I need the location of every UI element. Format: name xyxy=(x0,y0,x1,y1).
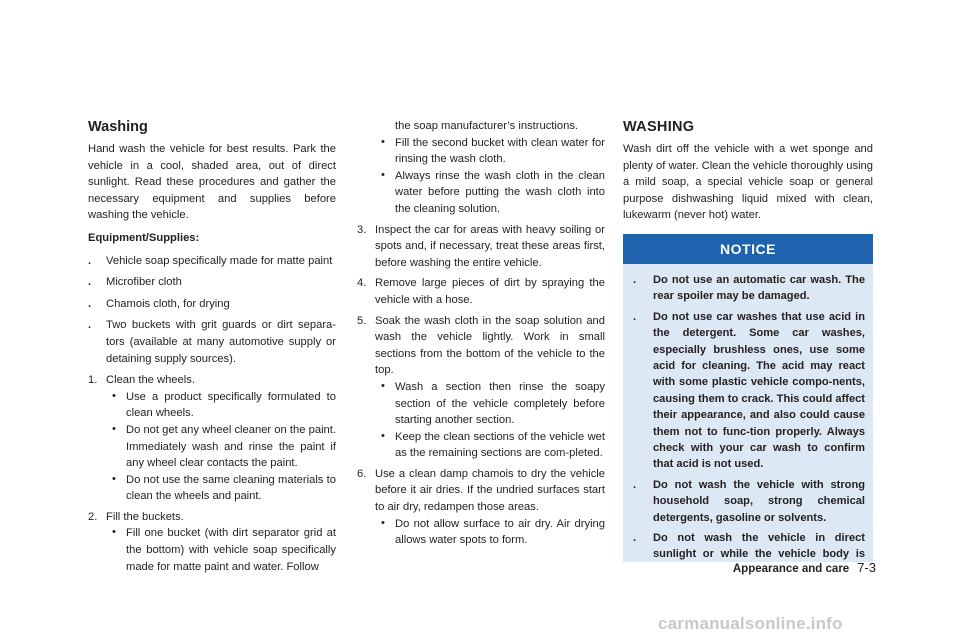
step-3: 3. Inspect the car for areas with heavy soiling or spots and, if necessary, treat these areas first, before washing the entire vehicle. xyxy=(357,223,605,269)
step-5: 5. Soak the wash cloth in the soap solution and wash the vehicle lightly. Work in small sections from the bottom of the vehicle to the top. • Wash a section then rinse the soapy section of the vehicle completely before starting another section. • Keep the clean sections of the vehicle wet as the remaining sections are com-pleted. xyxy=(357,313,605,462)
sub-bullet-mark: • xyxy=(381,429,385,442)
section-heading-washing-caps: WASHING xyxy=(623,119,695,135)
middle-column xyxy=(357,118,605,553)
notice-box xyxy=(623,264,873,562)
section-heading-washing: Washing xyxy=(88,119,148,135)
sub-bullet-mark: • xyxy=(381,135,385,148)
step-2-continued xyxy=(357,135,605,218)
watermark: carmanualsonline.info xyxy=(658,614,843,633)
sub-list-continuation: the soap manufacturer’s instructions. xyxy=(395,120,579,132)
notice-item: . Do not wash the vehicle in direct sunlight or while the vehicle body is xyxy=(633,532,865,561)
sub-list-item: • Do not get any wheel cleaner on the paint. Immediately wash and rinse the paint if any wheel clear contacts the paint. xyxy=(112,422,336,470)
sub-list-item: • Always rinse the wash cloth in the clean water before putting the wash cloth into the cleaning solution. xyxy=(381,168,605,215)
step-number: 5. xyxy=(357,314,367,327)
list-item: . Vehicle soap specifically made for matte paint xyxy=(88,253,336,270)
step-4: 4. Remove large pieces of dirt by spraying the vehicle with a hose. xyxy=(357,277,605,306)
sub-list-item: • Use a product specifically formulated to clean wheels. xyxy=(112,389,336,420)
bullet-mark: . xyxy=(633,273,637,286)
sub-list-item: • Wash a section then rinse the soapy section of the vehicle completely before starting another section. xyxy=(381,379,605,427)
footer-section-title: Appearance and care xyxy=(732,563,850,575)
sub-list-item: • Fill the second bucket with clean water for rinsing the wash cloth. xyxy=(381,135,605,166)
sub-bullet-mark: • xyxy=(381,516,385,529)
bullet-mark: . xyxy=(88,254,92,267)
right-column xyxy=(623,118,873,562)
sub-list-item: • Do not use the same cleaning materials to clean the wheels and paint. xyxy=(112,472,336,503)
step-6: 6. Use a clean damp chamois to dry the vehicle before it air dries. If the undried surfaces start to air dry, redampen those areas. • Do not allow surface to air dry. Air drying allows water spots to form. xyxy=(357,466,605,549)
step-number: 2. xyxy=(88,510,98,523)
sub-list-item: • Fill one bucket (with dirt separator grid at the bottom) with vehicle soap specifically made for matte paint and water. Follow xyxy=(112,526,336,573)
sub-bullet-mark: • xyxy=(381,379,385,392)
bullet-mark: . xyxy=(88,319,92,332)
notice-item: . Do not wash the vehicle with strong household soap, strong chemical detergents, gasoline or solvents. xyxy=(633,478,865,524)
bullet-mark: . xyxy=(633,532,637,545)
list-item: . Two buckets with grit guards or dirt separa-tors (available at many automotive supply or detaining supply sources). xyxy=(88,319,336,365)
notice-item: . Do not use car washes that use acid in the detergent. Some car washes, especially brushless ones, use some acid for cleaning. The acid may react with some plastic vehicle compo-nents, causing them to crack. This could affect their appearance, and also could cause them not to func-tion properly. Always check with your car wash to confirm that acid is not used. xyxy=(633,310,865,471)
sub-bullet-mark: • xyxy=(112,422,116,435)
sub-bullet-mark: • xyxy=(112,389,116,402)
step-2: 2. Fill the buckets. • Fill one bucket (with dirt separator grid at the bottom) with vehicle soap specifically made for matte paint and water. Follow xyxy=(88,509,336,575)
equipment-label: Equipment/Supplies: xyxy=(88,231,200,244)
sub-bullet-mark: • xyxy=(381,168,385,181)
intro-paragraph: Hand wash the vehicle for best results. Park the vehicle in a cool, shaded area, out of direct sunlight. Read these procedures and gather the necessary equipment and supplies before washing the vehicle. xyxy=(88,143,336,222)
bullet-mark: . xyxy=(633,478,637,491)
left-column xyxy=(88,118,336,579)
sub-bullet-mark: • xyxy=(112,472,116,485)
list-item: . Microfiber cloth xyxy=(88,274,336,291)
sub-list-item: • Do not allow surface to air dry. Air drying allows water spots to form. xyxy=(381,516,605,547)
page-footer xyxy=(733,560,876,575)
list-item: . Chamois cloth, for drying xyxy=(88,296,336,313)
bullet-mark: . xyxy=(88,276,92,289)
notice-header: NOTICE xyxy=(623,234,873,264)
step-number: 6. xyxy=(357,467,367,480)
notice-item: . Do not use an automatic car wash. The rear spoiler may be damaged. xyxy=(633,273,865,303)
step-number: 3. xyxy=(357,223,367,236)
bullet-mark: . xyxy=(88,297,92,310)
step-number: 4. xyxy=(357,277,367,290)
step-number: 1. xyxy=(88,374,98,387)
step-1: 1. Clean the wheels. • Use a product specifically formulated to clean wheels. • Do not get any wheel cleaner on the paint. Immediately wash and rinse the paint if any wheel clear contacts the paint. • Do not use the same cleaning materials to clean the wheels and paint. xyxy=(88,372,336,505)
bullet-mark: . xyxy=(633,310,637,323)
sub-bullet-mark: • xyxy=(112,526,116,539)
washing-paragraph: Wash dirt off the vehicle with a wet sponge and plenty of water. Clean the vehicle thoroughly using a mild soap, a special vehicle soap or general purpose dishwashing liquid mixed with clean, lukewarm (never hot) water. xyxy=(623,143,873,222)
sub-list-item: • Keep the clean sections of the vehicle wet as the remaining sections are com-pleted. xyxy=(381,429,605,460)
page-number: 7-3 xyxy=(857,560,876,575)
